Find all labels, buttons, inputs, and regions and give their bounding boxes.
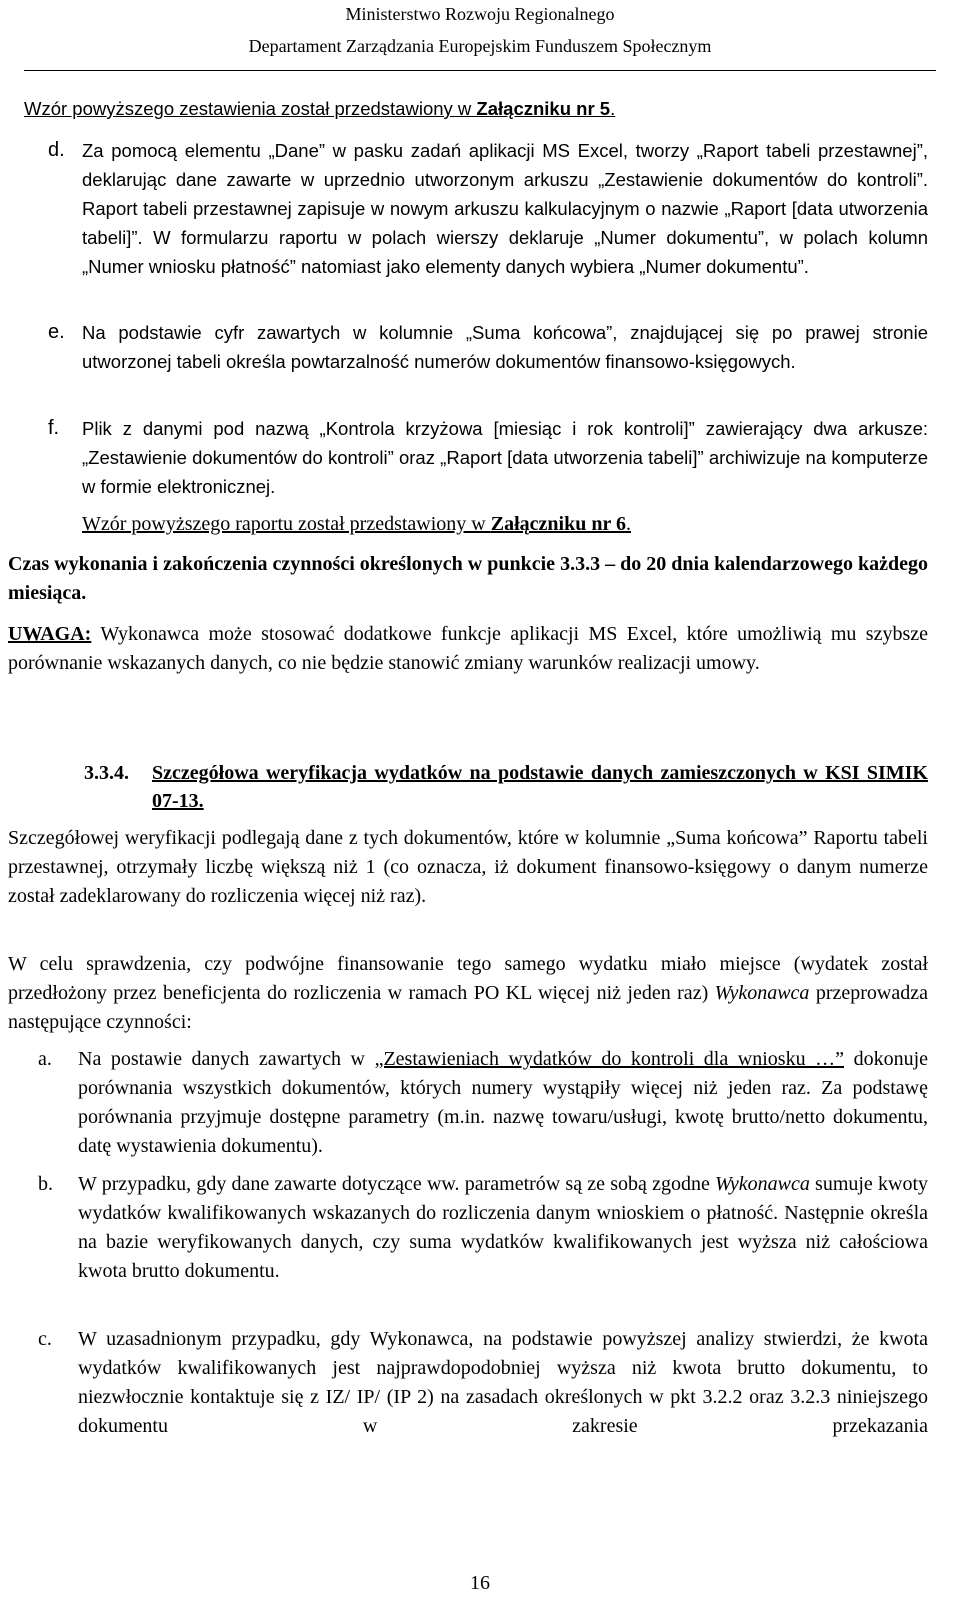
- deadline-note: Czas wykonania i zakończenia czynności określonych w punkcie 3.3.3 – do 20 dnia kalendarzowego każdego miesiąca.: [8, 553, 928, 604]
- list-a-underlined: „Zestawieniach wydatków do kontroli dla wniosku …”: [374, 1048, 845, 1070]
- header-divider: [24, 70, 936, 71]
- warning-label: UWAGA:: [8, 623, 92, 645]
- section-title: Szczegółowa weryfikacja wydatków na podstawie danych zamieszczonych w KSI SIMIK 07-13.: [152, 762, 928, 812]
- intro-line: [24, 94, 936, 123]
- attachment-note-ref: Załączniku nr 6: [490, 513, 626, 535]
- header-ministry: Ministerstwo Rozwoju Regionalnego: [345, 4, 615, 24]
- item-d-text: Za pomocą elementu „Dane” w pasku zadań aplikacji MS Excel, tworzy „Raport tabeli przestawnej”, deklarując dane zawarte w uprzednio utworzonym arkuszu „Zestawienie dokumentów do kontroli”. Raport tabeli przestawnej zapisuje w nowym arkuszu kalkulacyjnym o nazwie „Raport [data utworzenia tabeli]”. W formularzu raportu w polach wierszy deklaruje „Numer dokumentu”, w polach kolumn „Numer wniosku płatność” natomiast jako elementy danych wybiera „Numer dokumentu”.: [82, 140, 928, 277]
- list-c-marker: c.: [38, 1328, 52, 1350]
- attachment-note-tail: .: [625, 513, 631, 535]
- warning-note: [8, 620, 928, 678]
- list-b-text-a: W przypadku, gdy dane zawarte dotyczące ww. parametrów są ze sobą zgodne: [78, 1173, 716, 1195]
- item-f-marker: f.: [48, 417, 60, 439]
- item-e-text: Na podstawie cyfr zawartych w kolumnie „Suma końcowa”, znajdującej się po prawej stronie utworzonej tabeli określa powtarzalność numerów dokumentów finansowo-księgowych.: [82, 322, 928, 372]
- paragraph-2: [8, 950, 928, 1037]
- paragraph-2-text-a: W celu sprawdzenia, czy podwójne finansowanie tego samego wydatku miało miejsce (wydatek został przedłożony przez beneficjenta do rozliczenia w ramach PO KL więcej niż jeden raz): [8, 953, 928, 1004]
- header-department: Departament Zarządzania Europejskim Funduszem Społecznym: [248, 36, 712, 56]
- intro-attachment-ref: Załączniku nr 5: [476, 98, 611, 119]
- item-e-marker: e.: [48, 321, 65, 343]
- list-b-text: [78, 1170, 928, 1286]
- list-c-text: W uzasadnionym przypadku, gdy Wykonawca, na podstawie powyższej analizy stwierdzi, że kwota wydatków kwalifikowanych jest najprawdopodobniej wyższa niż kwota brutto dokumentu, to niezwłocznie kontaktuje się z IZ/ IP/ (IP 2) na zasadach określonych w pkt 3.2.2 oraz 3.2.3 niniejszego dokumentu w zakresie przekazania: [78, 1328, 928, 1437]
- paragraph-2-italic: Wykonawca: [714, 982, 810, 1004]
- paragraph-2-text-b: przeprowadza następujące czynności:: [8, 982, 928, 1033]
- paragraph-1: Szczegółowej weryfikacji podlegają dane z tych dokumentów, które w kolumnie „Suma końcowa” Raportu tabeli przestawnej, otrzymały liczbę większą niż 1 (co oznacza, iż dokument finansowo-księgowy o danym numerze został zadeklarowany do rozliczenia więcej niż raz).: [8, 827, 928, 907]
- list-a-marker: a.: [38, 1048, 52, 1070]
- attachment-note-text: Wzór powyższego raportu został przedstawiony w: [82, 513, 491, 535]
- item-f-text: Plik z danymi pod nazwą „Kontrola krzyżowa [miesiąc i rok kontroli]” zawierający dwa arkusze: „Zestawienie dokumentów do kontroli” oraz „Raport [data utworzenia tabeli]” archiwizuje na komputerze w formie elektronicznej.: [82, 418, 928, 497]
- attachment-note: [82, 510, 928, 539]
- list-a-text-a: Na postawie danych zawartych w: [78, 1048, 375, 1070]
- page-number: 16: [470, 1572, 490, 1594]
- intro-text: Wzór powyższego zestawienia został przedstawiony w: [24, 98, 477, 119]
- intro-tail: .: [610, 98, 616, 119]
- warning-text: Wykonawca może stosować dodatkowe funkcje aplikacji MS Excel, które umożliwią mu szybsze porównanie wskazanych danych, co nie będzie stanowić zmiany warunków realizacji umowy.: [8, 623, 928, 674]
- list-a-text: [78, 1045, 928, 1161]
- list-a-text-b: dokonuje porównania wszystkich dokumentów, których numery wystąpiły więcej niż jeden raz. Za podstawę porównania przyjmuje dostępne parametry (m.in. nazwę towaru/usługi, kwotę brutto/netto dokumentu, datę wystawienia dokumentu).: [78, 1048, 929, 1157]
- list-b-text-b: sumuje kwoty wydatków kwalifikowanych wskazanych do rozliczenia danym wnioskiem o płatność. Następnie określa na bazie weryfikowanych danych, czy suma wydatków kwalifikowanych jest wyższa niż całościowa kwota brutto dokumentu.: [78, 1173, 929, 1282]
- list-b-italic: Wykonawca: [715, 1173, 810, 1195]
- item-d-marker: d.: [48, 139, 65, 161]
- section-number: 3.3.4.: [84, 762, 129, 784]
- list-b-marker: b.: [38, 1173, 53, 1195]
